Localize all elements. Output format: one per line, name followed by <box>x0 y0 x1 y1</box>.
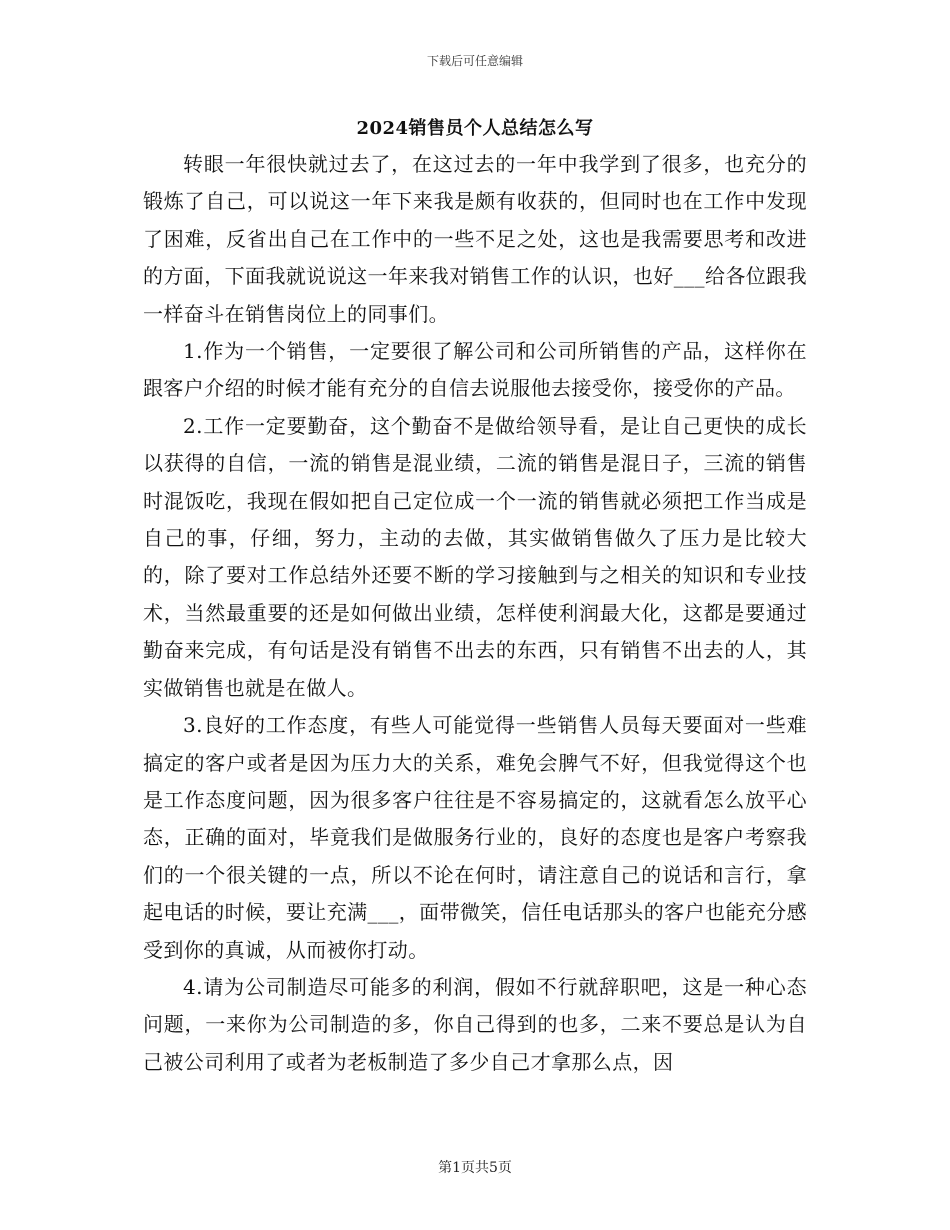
point-1-paragraph: 1.作为一个销售，一定要很了解公司和公司所销售的产品，这样你在跟客户介绍的时候才能有充分的自信去说服他去接受你，接受你的产品。 <box>143 339 807 401</box>
intro-paragraph: 转眼一年很快就过去了，在这过去的一年中我学到了很多，也充分的锻炼了自己，可以说这一年下来我是颇有收获的，但同时也在工作中发现了困难，反省出自己在工作中的一些不足之处，这也是我需要思考和改进的方面，下面我就说说这一年来我对销售工作的认识，也好___给各位跟我一样奋斗在销售岗位上的同事们。 <box>143 152 807 326</box>
point-3-paragraph: 3.良好的工作态度，有些人可能觉得一些销售人员每天要面对一些难搞定的客户或者是因为压力大的关系，难免会脾气不好，但我觉得这个也是工作态度问题，因为很多客户往往是不容易搞定的，这就看怎么放平心态，正确的面对，毕竟我们是做服务行业的，良好的态度也是客户考察我们的一个很关键的一点，所以不论在何时，请注意自己的说话和言行，拿起电话的时候，要让充满___，面带微笑，信任电话那头的客户也能充分感受到你的真诚，从而被你打动。 <box>143 713 807 962</box>
document-title: 2024销售员个人总结怎么写 <box>356 118 594 139</box>
point-4-paragraph: 4.请为公司制造尽可能多的利润，假如不行就辞职吧，这是一种心态问题，一来你为公司制造的多，你自己得到的也多，二来不要总是认为自己被公司利用了或者为老板制造了多少自己才拿那么点，因 <box>143 974 807 1074</box>
page-header-note: 下载后可任意编辑 <box>426 54 523 68</box>
document-body <box>143 146 807 1081</box>
point-2-paragraph: 2.工作一定要勤奋，这个勤奋不是做给领导看，是让自己更快的成长以获得的自信，一流的销售是混业绩，二流的销售是混日子，三流的销售时混饭吃，我现在假如把自己定位成一个一流的销售就必须把工作当成是自己的事，仔细，努力，主动的去做，其实做销售做久了压力是比较大的，除了要对工作总结外还要不断的学习接触到与之相关的知识和专业技术，当然最重要的还是如何做出业绩，怎样使利润最大化，这都是要通过勤奋来完成，有句话是没有销售不出去的东西，只有销售不出去的人，其实做销售也就是在做人。 <box>143 413 807 700</box>
page-number-footer: 第1页共5页 <box>438 1160 512 1176</box>
